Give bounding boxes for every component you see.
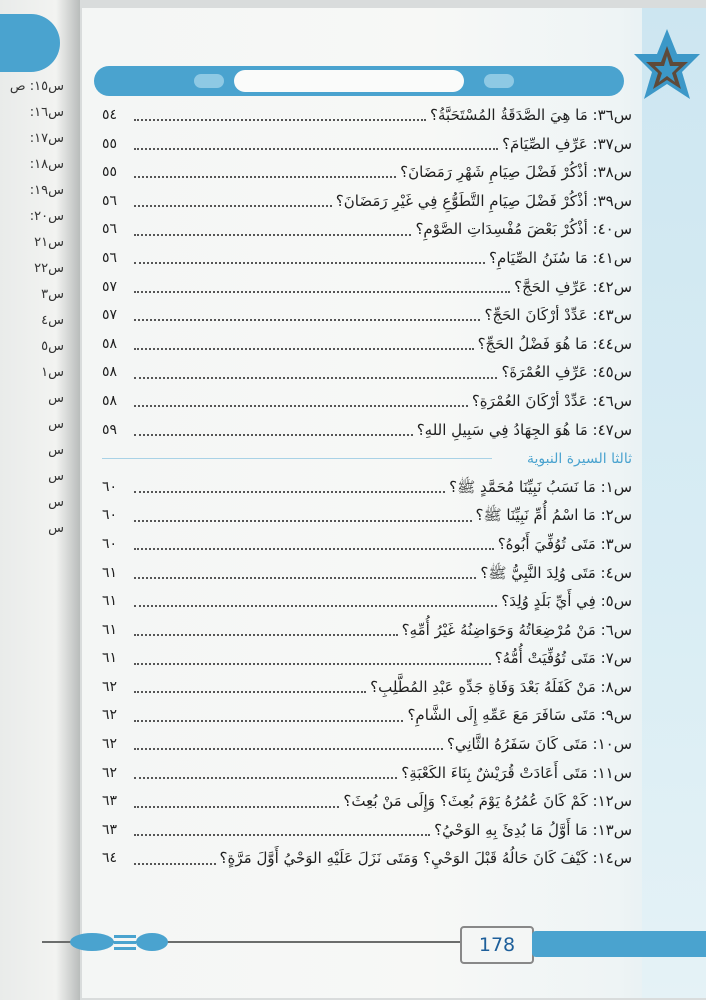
dot-leader [134,748,443,750]
left-page-line: س [48,443,64,458]
toc-row [102,187,632,216]
toc-row [102,644,632,673]
page-ref: ٥٤ [102,107,118,123]
toc-row [102,559,632,588]
toc-row [102,616,632,645]
toc-row [102,330,632,359]
left-page-line: س١٨: [29,157,64,172]
dot-leader [134,405,468,407]
left-page-line: س١ [41,365,64,380]
toc-row [102,387,632,416]
toc-row [102,158,632,187]
toc-row [102,273,632,302]
question-text: س٩: مَتَى سَافَرَ مَعَ عَمِّهِ إِلَى الشَّامِ؟ [407,706,632,725]
page-ref: ٥٦ [102,221,118,238]
toc-row [102,101,632,130]
toc-row [102,215,632,244]
page-number: 178 [460,926,534,964]
question-text: س٤٥: عَرِّفِ العُمْرَةَ؟ [501,363,632,382]
left-page-line: س١٧: [29,131,64,146]
dot-leader [134,119,426,121]
toc-row [102,787,632,816]
question-text: س٤٣: عَدِّدْ أرْكَانَ الحَجِّ؟ [484,306,632,325]
question-text: س٨: مَنْ كَفَلَهُ بَعْدَ وَفَاةِ جَدِّهِ عَبْدِ المُطَّلِبِ؟ [370,677,632,696]
left-page-line: س١٩: [29,183,64,198]
dot-leader [134,262,485,264]
page-ref: ٦٢ [102,736,118,753]
question-text: س٤٧: مَا هُوَ الجِهَادُ فِي سَبِيلِ اللهِ؟ [416,420,632,439]
question-text: س٣٦: مَا هِيَ الصَّدَقَةُ المُسْتَحَبَّةُ؟ [430,106,632,124]
question-text: س٤٤: مَا هُوَ فَضْلُ الحَجِّ؟ [477,334,632,353]
page-ref: ٦٠ [102,535,118,552]
page-ref: ٥٦ [102,192,118,209]
book-page [82,8,706,998]
page-ref: ٥٥ [102,164,118,181]
banner-ornament-left-icon [194,74,224,88]
toc-row [102,301,632,330]
toc-row [102,473,632,502]
dot-leader [134,863,216,865]
page-ref: ٦٣ [102,821,118,838]
toc-row [102,844,632,873]
page-ref: ٦٤ [102,850,118,867]
star-ornament-icon [632,24,702,124]
dot-leader [134,291,510,293]
dot-leader [134,319,480,321]
dot-leader [134,434,413,436]
page-ref: ٦١ [102,621,118,638]
page-ref: ٥٧ [102,307,118,324]
toc-row [102,358,632,387]
section-title: ثالثا السيرة النبوية [527,451,632,468]
dot-leader [134,548,494,550]
question-text: س١: مَا نَسَبُ نَبِيِّنَا مُحَمَّدٍ ﷺ؟ [449,477,632,496]
toc-row [102,673,632,702]
page-ref: ٦٠ [102,478,118,495]
left-page-line: س [48,495,64,510]
toc-rows-part2 [102,473,632,873]
dot-leader [134,691,366,693]
question-text: س٤: مَتَى وُلِدَ النَّبِيُّ ﷺ؟ [480,563,632,582]
question-text: س٣٨: أذْكُرْ فَضْلَ صِيَامِ شَهْرِ رَمَضَانَ؟ [400,163,632,182]
dot-leader [134,377,497,379]
header-banner [94,66,624,96]
dot-leader [134,777,397,779]
left-page-line: س٤ [41,313,64,328]
question-text: س٤٠: أذْكُرْ بَعْضَ مُفْسِدَاتِ الصَّوْمِ؟ [415,220,632,239]
page-ref: ٥٦ [102,249,118,266]
left-page-line: س [48,417,64,432]
page-ref: ٦٣ [102,793,118,810]
page-ref: ٦٢ [102,707,118,724]
question-text: س٣٩: أذْكُرْ فَضْلَ صِيَامِ التَّطَوُّعِ فِي غَيْرِ رَمَضَانَ؟ [335,191,632,210]
toc-row [102,759,632,788]
banner-ornament-right-icon [484,74,514,88]
dot-leader [134,577,476,579]
dot-leader [134,176,396,178]
question-text: س٤٢: عَرِّفِ الحَجَّ؟ [514,277,632,296]
left-page-line: س١٥: ص [9,79,64,94]
dot-leader [134,205,332,207]
section-divider [102,458,492,459]
dot-leader [134,634,398,636]
question-text: س١٢: كَمْ كَانَ عُمُرُهُ يَوْمَ بُعِثَ؟ وَإِلَى مَنْ بُعِثَ؟ [343,792,632,811]
left-page-line: س [48,469,64,484]
page-ref: ٥٨ [102,335,118,352]
question-text: س٦: مَنْ مُرْضِعَاتُهُ وَحَوَاضِنُهُ غَيْرُ أُمِّهِ؟ [401,620,632,639]
left-page-line: س٢٠: [29,209,64,224]
dot-leader [134,491,445,493]
page-ref: ٦٠ [102,507,118,524]
dot-leader [134,605,497,607]
question-text: س١٤: كَيْفَ كَانَ حَالُهُ قَبْلَ الوَحْيِ؟ وَمَتَى نَزَلَ عَلَيْهِ الوَحْيُ أَوَّلَ مَرَّةٍ؟ [219,849,632,868]
page-ref: ٦٢ [102,764,118,781]
footer-bar [532,931,706,957]
question-text: س٤٦: عَدِّدْ أرْكَانَ العُمْرَةِ؟ [471,391,632,410]
question-text: س٥: فِي أَيِّ بَلَدٍ وُلِدَ؟ [501,592,632,611]
left-page-line: س٢٢ [34,261,64,276]
toc-row [102,816,632,845]
page-side-band [642,8,706,998]
question-text: س١٣: مَا أَوَّلُ مَا بُدِئَ بِهِ الوَحْيُ؟ [434,820,632,839]
page-ref: ٥٥ [102,135,118,152]
toc-row [102,530,632,559]
dot-leader [134,348,474,350]
toc-row [102,730,632,759]
dot-leader [134,806,339,808]
question-text: س٤١: مَا سُنَنُ الصِّيَامِ؟ [488,248,632,267]
dot-leader [134,834,430,836]
left-page-line: س [48,521,64,536]
dot-leader [134,663,491,665]
dot-leader [134,720,403,722]
table-of-contents [102,101,632,873]
question-text: س١١: مَتَى أَعَادَتْ قُرَيْشٌ بِنَاءَ الكَعْبَةِ؟ [401,763,632,782]
toc-row [102,130,632,159]
toc-rows-part1 [102,101,632,444]
page-ref: ٦٢ [102,678,118,695]
toc-row [102,587,632,616]
question-text: س١٠: مَتَى كَانَ سَفَرُهُ الثَّانِي؟ [446,735,632,754]
page-ref: ٥٨ [102,364,118,381]
toc-row [102,501,632,530]
left-page-line: س١٦: [29,105,64,120]
left-page-line: س٥ [41,339,64,354]
left-page-line: س٣ [41,287,64,302]
dot-leader [134,234,411,236]
previous-page [0,0,80,1000]
toc-row [102,244,632,273]
toc-row [102,416,632,445]
page-ref: ٦١ [102,593,118,610]
footer-ornament-icon [62,929,182,955]
question-text: س٣: مَتَى تُوُفِّيَ أَبُوهُ؟ [497,534,632,553]
question-text: س٧: مَتَى تُوُفِّيَتْ أُمُّهُ؟ [494,649,632,668]
page-ref: ٥٧ [102,278,118,295]
left-page-lines [0,74,70,542]
page-ref: ٦١ [102,564,118,581]
page-ref: ٦١ [102,650,118,667]
dot-leader [134,520,472,522]
section-heading [102,444,632,473]
dot-leader [134,148,498,150]
left-page-line: س [48,391,64,406]
page-ref: ٥٨ [102,392,118,409]
header-banner-inner [234,70,464,92]
page-ref: ٥٩ [102,421,118,438]
question-text: س٣٧: عَرِّفِ الصِّيَامَ؟ [502,134,632,153]
question-text: س٢: مَا اسْمُ أُمِّ نَبِيِّنَا ﷺ؟ [475,506,632,525]
left-page-line: س٢١ [34,235,64,250]
left-page-header-tab [0,14,60,72]
toc-row [102,701,632,730]
